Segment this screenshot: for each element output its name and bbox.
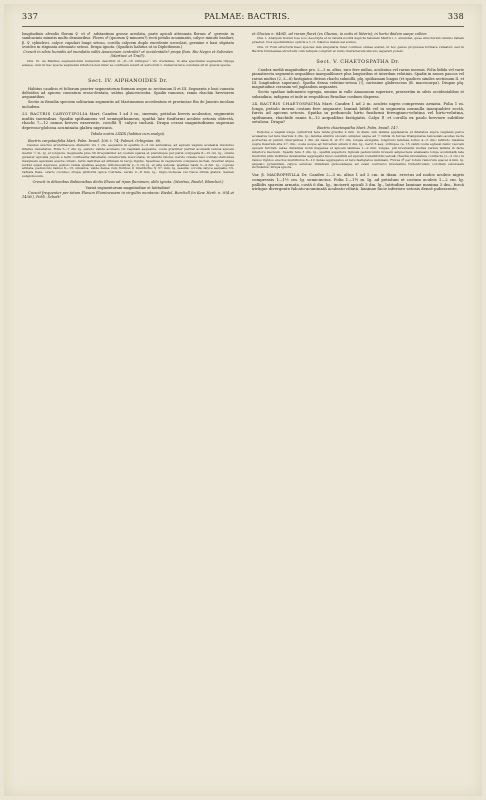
species-number: 23. [22, 111, 29, 117]
description-block [252, 131, 464, 170]
paragraph: Caudex mediā magnitudine pro. 2—3 m. altus, raro fere nullus, aculeatus vel rarius inermis. Folia bifida vel varie pinnatisecta segmentis aequalibus inaequalibusve plus longioribus et interdum velutinis. Spadix in ramos paucos vel rarius multos (2, 3—8) fastigiatos divisus rhachi subnullā, plq. spithamam longus (et spadices similes sectionum II. et III. longitudine superans). Spatha densa velutino-setosa (!), rarissime glabrescens (B. macrocarpa). Drupae plq. magnitudine cerasum vel juglandem aequantes. [252, 67, 464, 90]
observation-block [22, 60, 234, 68]
observation-block [252, 37, 464, 54]
variety-paragraph: Var. β. MACROPHYLLA Dr. Candex 2—3 m. altus 1 ad 2 cm. in diam. erectus ad nodos aculeis nigris compressis 1—1½ cm. lg. semicinctus. Folia 1—1½ m. lg. ad petiolum et costam aculeis 1—2 cm. lg. pallidis sparsim armata, costā 6 dm. lg., inciserā apicali 3 dm. lg., latitudine laminae maxima 3 dm., furcā utrāque divergente falcato-acuminatā aculeato-ciliatā, laminae facie inferiore setosis densē pubescente, [252, 172, 464, 192]
species-number: 24. [252, 101, 259, 106]
page-number-right: 338 [447, 12, 464, 21]
plate-reference: Tabula nostra LXXIX (habitus cum analysi). [90, 132, 166, 137]
species-description: Caudex erectus arundinaceus diametro vix 1 cm. aequante in spathis 2—3 cm annulatus, ad apicem vaginis aculeatis involutus inferne denudatus. Folia 5—7 dm. lg. petiolo valide aculeato vix vaginam aequante, costa graciliter pariter aculeatā versus apicem inermi ½ m. lg. et longiore. Segmenta plus 30 irregulariter ad costam sparsa et plerumque per paria conjugata 8—15 cm. lg., omnia (praeter apicalia jugum e terni confluenta flabellata) cuneiformia mucronata, in ambitu biloba, nervis crassis basi connato-deltoidea marginem apicalem exacte ornato, terni dentibus ad ultimam in tergo rigidis. Spadices in vaginorum complexu inclusi, breviter atque leviter quasi depressi, petiolo ramis spathae aequis, inflorescentiis 2—3 cm lg. et alte setosis; spathae basis 3—4 dm. lg., copiose armata, pedunculo ramos 6—13, sinuatos, valde dense cum floribus ♀ interdictis; ♀ 3½ mm. lg. sessilis; corolla calyce aequalis, tri-radiata fissa, ovario ovoideo; drupa piriformi apice rostrata, versis 2—8 mm. lg., nigro-violacea vel fusca nitida glabra. Semen subglobosum. [22, 143, 234, 179]
paragraph: Sectio in Brasilia speciem solitariam segmentis ad Martinezium accedentem et provinciae Rio de Janeiro incolam includens. [22, 100, 234, 109]
running-title: PALMAE: BACTRIS. [204, 12, 290, 21]
species-heading [252, 102, 464, 125]
observation-note: Obs. I. Analysin florum bee loco descripta et in tabulā nostrā depicta tabulam Martii l. c. enumdat, quae structuram omnino faham praebet. Nos speciminibus opticis a v. cl. Glaziou missis sal somus. [252, 36, 464, 45]
species-name: BACTRIS CHAETOSPATHA [260, 101, 321, 106]
locality-note: Crescit in silvis humidis ad inundatio vallis Amazonum centralis? et occidentalis? prope flum. Rio Negro et Solimões (Martius! et Trail!). [23, 50, 233, 59]
locality-note: Crescit frequenter per totum Flavum Flumineusem in virgultis montanis: Riedel, Burchell (in Kew. Herb. n. 934 et 1436!), Pohl!, Schott! [22, 190, 234, 200]
species-diagnosis: Mart. Candex 1 ad 3 m., inermis; petiolus brevis aculeatus, segmentis multis inermibus. Spadix spithameus vel semispithameus, spathā late fusiformi aculeis setosis obtectā, rhachi 7—12 ramos breves exserente, corollā ♀ calyce inclusā. Drupa cerasi magnitudinem superans depresso-globosa acuminata glabra nigricans. [22, 111, 234, 130]
book-page [4, 4, 482, 796]
species-name: BACTRIS CARYOTIFOLIA [30, 111, 88, 117]
running-header [22, 12, 464, 26]
locality-note: et Glaziou n. 8494!, ad rurum floret (ex Glaziou, in notis et litteris); in horto ibidem saepe cultior. [252, 32, 428, 36]
section-heading: Sect. IV. AIPHANOIDES Dr. [88, 77, 168, 84]
description-block [22, 144, 234, 179]
species-heading [22, 112, 234, 130]
right-column [252, 32, 464, 792]
left-column [22, 32, 234, 792]
paragraph: longitudinis alveolis florum ♀ et ♂ adstantium grosse areolata, parte apicali attenuata florum ♂ gerente in sambucinis minutis multo densioribus. Flores ♂ (quorum ♀ minores?) recti petalis acuminatis, calyce minute basilari; β. ♀ cylindrici, calyce cupulari longe setoso, corolla calycem duplo excedente urceolari, germine e basi stipitata ovoideo in stigmata attenuato setoso. Drupa ignota. (Spadicis habitus ut in Diplothemio.) [22, 32, 234, 49]
synonymy: Bactris chaetospatha Mart. Palm. brasil. 147. [317, 125, 399, 130]
species-description: Petiolus e vaginā longe cylindricā fere tanta gracilis 2 mm. in diam. sub lamina applanatus et dilatatus supra vaginam parce aculeatus vel fere inermis 2 dm. lg.; lamina ambitu obovato simplex usque ad ½ bifida in furcas triangulares lanceolato-acutas recte porrectas et parum divergentes 1 dm. ad basis lt. et 3½ dm. longas elongata; longitudo laminae totius 4—5 dm.; latitudo maxima supra fissuram sita 2½ dm.; costa usque ad furcarum sinum 2 dm. lg., nervi 6 aeq. utrinque ca. 15 calidi costa egressi deinc vaccam apicem fulcrati; setae distantes nonn magenes et apicem laminae 1—2 mm. longae, pili brevissimi molles versus lamina in facie inferiore fascuum. Spadix fere 3 dm. lg., spathā superiore lignosā pedunculum brevem amplectens anabeans longe acuminatā late fusiformi pilis mollibus densissime aggregatis fusco-velutinā ad apicem rostelliformi setosā; rhachis brevissima contracta (1—2 cm.) in ramos rigidos erectos multifloros 8—12 dense aggregatos et fere fastigiatos summam. Flores ♂ per totum ramorum spacei 4 mm. lg. angusto pyramidali, calyce setuloso dimidiam globosamque ad ovam contracto brevissime tridenticulato corollam setulosam includente. Drupa ignota. [252, 130, 464, 170]
page-number-left: 337 [22, 12, 39, 21]
species-diagnosis: Mart. Candex 1 ad 2 m. aculeis nigris compressis armata. Folia 1 m. longa, petiolo inermi costam fere aequante, laminā bifidā vel in segmenta nonnulla inaequaliter sectā, furcis ad apicem setosis. Spatha in pedunculo hirto fusiformi ferrugineo-velutina vel hirto-velutina, spithamea, rhachide ramis 8—12 aequalibus fastigiatis. Calyx ♀ et corolla ex paulo breviore subtilior setulosa. Drupa? [252, 101, 464, 125]
paragraph: Sectio spathae indumento egregia, omnino in valle Amazonum superiore, praesertim in silvis occidentalibus et subandinis, indigena et inde in respublicas Brasiliae confines dispersa. [252, 90, 464, 99]
observation-note: Obs. II. Folii structurā haec species tam singularis inter confines omnes exstat, ut hoc genus propterea formare videatur; sed in Bactris Drudeanae structurā cum reliquis congruit et nullo characterem sincero separari potest. [252, 45, 464, 54]
synonymy: Bactris caryotaefolia Mart. Palm. brasil. 106. t. 74; Palmet. Orbignian. 66. [28, 138, 162, 143]
header-rule [22, 26, 464, 27]
paragraph: Habitus caudicis et foliorum praeter segmentorum formam aeque ac sectionum II et III. Segmenta e basi cuneata deltoidea ad apicem cuneatum eroso-dentata, subtus glaucescentia. Spadix ramosus, ramis rhachin breviorem aequantibus. [22, 86, 234, 100]
observation-note: Obs. Cl. de Martius segmentorum numerum describit ut „8—10 utrinque“; vix credamus, in alla specimina segmenta trijuga adesse, cum in hac specie segmenta inferiora non infer se confluere solent et servorum I. numerus fere constans sit in quavis specie. [22, 58, 234, 67]
locality-note: Crescit in ditionibus Bahiensibus dictis Ilheos ad ripas fluminum, alibi ignota. (Martius, Riedel, Blanchet.) [32, 180, 224, 185]
section-heading: Sect. V. CHAETOSPATHA Dr. [316, 58, 400, 65]
variety-heading: Variat segmentorum magnitudine et latitudine! [85, 185, 171, 190]
